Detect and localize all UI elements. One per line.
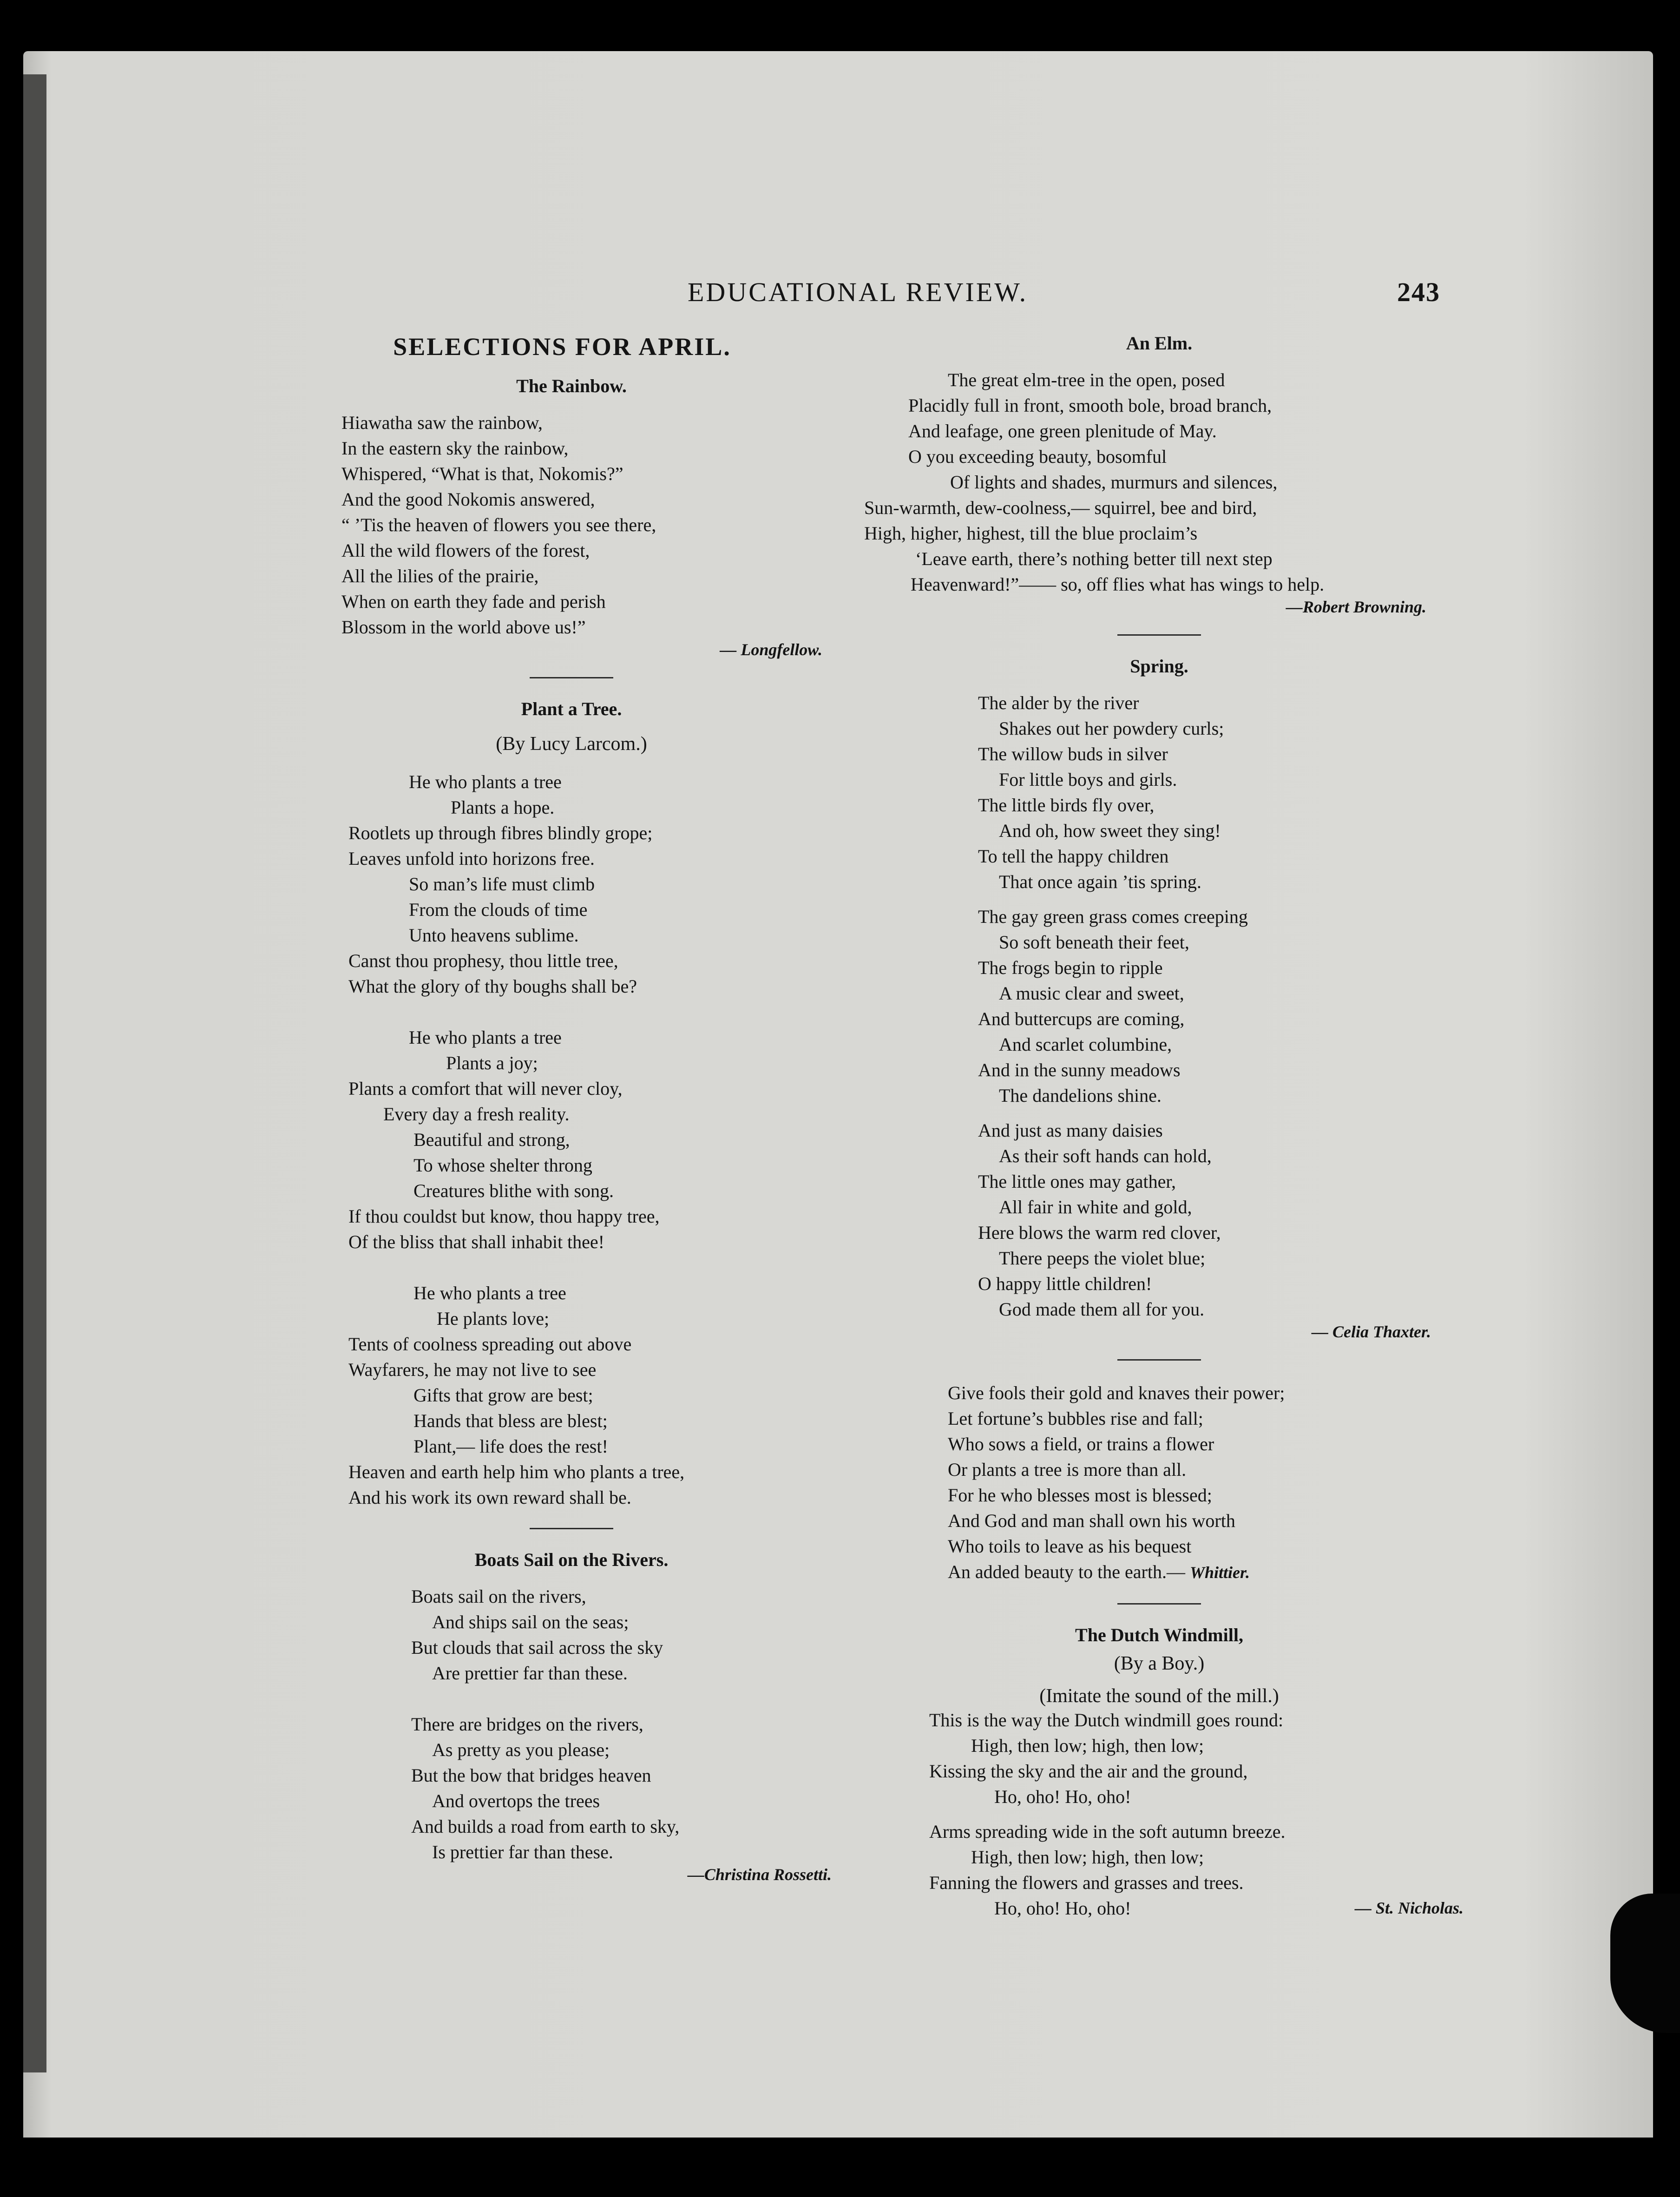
poem-line: And his work its own reward shall be. xyxy=(348,1487,631,1508)
poem-line: And God and man shall own his worth xyxy=(948,1510,1235,1531)
divider xyxy=(530,1528,613,1529)
attribution-whittier: Whittier. xyxy=(1189,1563,1250,1582)
poem-line: That once again ’tis spring. xyxy=(999,871,1201,892)
poem-windmill xyxy=(864,1707,1463,1921)
poem-title-elm: An Elm. xyxy=(1126,333,1193,354)
divider xyxy=(1117,1359,1201,1361)
poem-line: Of the bliss that shall inhabit thee! xyxy=(348,1231,604,1252)
poem-line: So man’s life must climb xyxy=(409,874,595,895)
running-header xyxy=(688,276,1440,308)
poem-line: So soft beneath their feet, xyxy=(999,932,1189,953)
poem-line: All the wild flowers of the forest, xyxy=(341,540,590,561)
poem-line: The gay green grass comes creeping xyxy=(978,906,1248,927)
poem-line: Hiawatha saw the rainbow, xyxy=(341,412,543,433)
poem-title-windmill: The Dutch Windmill, xyxy=(1075,1625,1243,1645)
poem-line: Gifts that grow are best; xyxy=(413,1385,593,1406)
poem-elm xyxy=(864,367,1454,597)
poem-line: Whispered, “What is that, Nokomis?” xyxy=(341,463,623,484)
poem-line: For he who blesses most is blessed; xyxy=(948,1485,1212,1506)
journal-title: EDUCATIONAL REVIEW. xyxy=(688,277,1028,307)
attribution-st-nicholas: — St. Nicholas. xyxy=(1354,1899,1463,1917)
poem-line: Plants a comfort that will never cloy, xyxy=(348,1078,623,1099)
poem-line: All fair in white and gold, xyxy=(999,1197,1192,1217)
poem-line: A music clear and sweet, xyxy=(999,983,1184,1004)
poem-line: If thou couldst but know, thou happy tree, xyxy=(348,1206,660,1227)
poem-line: And ships sail on the seas; xyxy=(432,1612,629,1632)
poem-line-text: An added beauty to the earth.— xyxy=(948,1561,1185,1582)
poem-line: He who plants a tree xyxy=(409,1027,562,1048)
poem-title-boats: Boats Sail on the Rivers. xyxy=(474,1549,669,1570)
poem-line xyxy=(948,1559,1454,1585)
poem-line: The frogs begin to ripple xyxy=(978,957,1163,978)
byline-boy: (By a Boy.) xyxy=(1114,1653,1205,1674)
byline-larcom: (By Lucy Larcom.) xyxy=(496,733,647,755)
poem-line: Kissing the sky and the air and the ground, xyxy=(929,1761,1248,1782)
poem-line: All the lilies of the prairie, xyxy=(341,566,539,586)
poem-line: Heaven and earth help him who plants a tree, xyxy=(348,1461,685,1482)
attribution-browning: —Robert Browning. xyxy=(1286,598,1426,616)
page-number: 243 xyxy=(1397,277,1440,307)
poem-line: Creatures blithe with song. xyxy=(413,1180,614,1201)
poem-line: To whose shelter throng xyxy=(413,1155,592,1176)
windmill-instruction: (Imitate the sound of the mill.) xyxy=(1039,1685,1279,1707)
poem-line: He plants love; xyxy=(437,1308,550,1329)
poem-line: There are bridges on the rivers, xyxy=(411,1714,643,1735)
poem-rainbow xyxy=(297,410,846,640)
poem-line: ‘Leave earth, there’s nothing better till next step xyxy=(915,548,1273,569)
poem-line: When on earth they fade and perish xyxy=(341,591,606,612)
poem-line: Shakes out her powdery curls; xyxy=(999,718,1224,739)
poem-line: To tell the happy children xyxy=(978,846,1169,867)
poem-line: And scarlet columbine, xyxy=(999,1034,1172,1055)
poem-line: The dandelions shine. xyxy=(999,1085,1162,1106)
poem-line: But clouds that sail across the sky xyxy=(411,1637,663,1658)
poem-line: Who sows a field, or trains a flower xyxy=(948,1434,1214,1454)
poem-line: What the glory of thy boughs shall be? xyxy=(348,976,637,997)
poem-line: The great elm-tree in the open, posed xyxy=(948,369,1225,390)
poem-title-spring: Spring. xyxy=(1130,656,1188,677)
poem-line: He who plants a tree xyxy=(409,771,562,792)
poem-line: For little boys and girls. xyxy=(999,769,1177,790)
poem-line: Hands that bless are blest; xyxy=(413,1410,608,1431)
attribution-thaxter: — Celia Thaxter. xyxy=(1311,1322,1431,1341)
poem-line: High, then low; high, then low; xyxy=(971,1735,1204,1756)
poem-line: Is prettier far than these. xyxy=(432,1842,613,1862)
divider xyxy=(1117,1603,1201,1605)
poem-line: Arms spreading wide in the soft autumn breeze. xyxy=(929,1821,1286,1842)
poem-line: God made them all for you. xyxy=(999,1299,1205,1320)
poem-line: High, higher, highest, till the blue proclaim’s xyxy=(864,523,1198,544)
poem-title-rainbow: The Rainbow. xyxy=(516,375,627,396)
poem-line: Wayfarers, he may not live to see xyxy=(348,1359,597,1380)
poem-plant-a-tree xyxy=(297,769,846,1510)
poem-line: And the good Nokomis answered, xyxy=(341,489,595,510)
poem-line: Leaves unfold into horizons free. xyxy=(348,848,595,869)
poem-line: High, then low; high, then low; xyxy=(971,1847,1204,1868)
poem-line: This is the way the Dutch windmill goes round: xyxy=(929,1710,1284,1730)
poem-line: Let fortune’s bubbles rise and fall; xyxy=(948,1408,1203,1429)
poem-line: Sun-warmth, dew-coolness,— squirrel, bee and bird, xyxy=(864,497,1257,518)
poem-line: Heavenward!”—— so, off flies what has wings to help. xyxy=(911,574,1325,595)
divider xyxy=(530,677,613,678)
poem-line: From the clouds of time xyxy=(409,899,588,920)
poem-line: Blossom in the world above us!” xyxy=(341,617,586,638)
poem-line: The alder by the river xyxy=(978,692,1139,713)
poem-line: O you exceeding beauty, bosomful xyxy=(908,446,1167,467)
attribution-rossetti: —Christina Rossetti. xyxy=(687,1865,832,1884)
poem-line: Of lights and shades, murmurs and silences, xyxy=(950,472,1278,493)
attribution-longfellow: — Longfellow. xyxy=(720,640,822,659)
poem-line: Every day a fresh reality. xyxy=(383,1104,570,1125)
poem-line xyxy=(929,1895,1463,1921)
poem-line: And buttercups are coming, xyxy=(978,1008,1185,1029)
poem-line: Tents of coolness spreading out above xyxy=(348,1334,632,1355)
poem-line: Who toils to leave as his bequest xyxy=(948,1536,1192,1557)
poem-spring xyxy=(864,690,1454,1322)
poem-line: The willow buds in silver xyxy=(978,743,1168,764)
poem-line: And builds a road from earth to sky, xyxy=(411,1816,680,1837)
poem-line: The little birds fly over, xyxy=(978,795,1155,816)
poem-boats xyxy=(297,1584,846,1865)
divider xyxy=(1117,634,1201,636)
poem-line-text: Ho, oho! Ho, oho! xyxy=(994,1898,1131,1919)
poem-line: But the bow that bridges heaven xyxy=(411,1765,651,1786)
poem-line: And in the sunny meadows xyxy=(978,1059,1181,1080)
poem-line: Or plants a tree is more than all. xyxy=(948,1459,1187,1480)
poem-line: Plants a joy; xyxy=(446,1052,538,1073)
poem-line: There peeps the violet blue; xyxy=(999,1248,1206,1269)
poem-line: O happy little children! xyxy=(978,1273,1152,1294)
poem-line: Canst thou prophesy, thou little tree, xyxy=(348,950,618,971)
poem-line: And overtops the trees xyxy=(432,1790,600,1811)
poem-line: He who plants a tree xyxy=(413,1283,566,1303)
poem-line: And leafage, one green plenitude of May. xyxy=(908,421,1217,441)
right-column xyxy=(864,332,1463,1921)
poem-line: Ho, oho! Ho, oho! xyxy=(994,1786,1131,1807)
poem-line: As their soft hands can hold, xyxy=(999,1145,1212,1166)
left-column xyxy=(297,332,846,1884)
poem-line: Rootlets up through fibres blindly grope; xyxy=(348,822,653,843)
poem-whittier xyxy=(864,1380,1454,1585)
poem-line: In the eastern sky the rainbow, xyxy=(341,438,569,459)
poem-line: Are prettier far than these. xyxy=(432,1663,628,1684)
poem-line: The little ones may gather, xyxy=(978,1171,1176,1192)
poem-title-plant-a-tree: Plant a Tree. xyxy=(521,698,622,719)
poem-line: Boats sail on the rivers, xyxy=(411,1586,586,1607)
poem-line: “ ’Tis the heaven of flowers you see there, xyxy=(341,514,656,535)
poem-line: And oh, how sweet they sing! xyxy=(999,820,1221,841)
poem-line: As pretty as you please; xyxy=(432,1739,610,1760)
poem-line: Unto heavens sublime. xyxy=(409,925,579,946)
section-title: SELECTIONS FOR APRIL. xyxy=(393,333,731,361)
poem-line: Placidly full in front, smooth bole, broad branch, xyxy=(908,395,1272,416)
binding-shadow xyxy=(23,74,46,2072)
poem-line: Fanning the flowers and grasses and trees. xyxy=(929,1872,1244,1893)
poem-line: Beautiful and strong, xyxy=(413,1129,570,1150)
poem-line: Here blows the warm red clover, xyxy=(978,1222,1221,1243)
poem-line: Plant,— life does the rest! xyxy=(413,1436,608,1457)
poem-line: Plants a hope. xyxy=(451,797,555,818)
poem-line: And just as many daisies xyxy=(978,1120,1163,1141)
poem-line: Give fools their gold and knaves their power; xyxy=(948,1382,1285,1403)
